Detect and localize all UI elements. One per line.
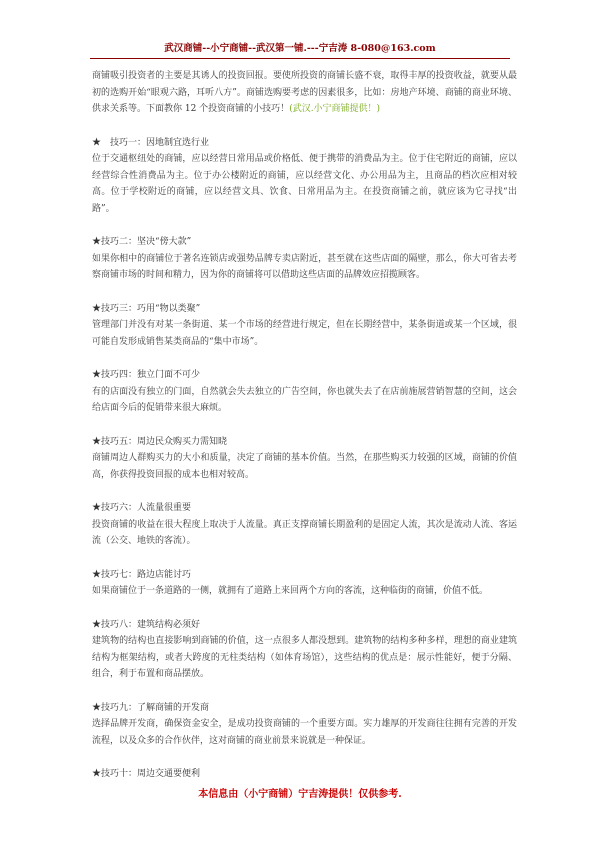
tip-body: 选择品牌开发商，确保资金安全，是成功投资商铺的一个重要方面。实力雄厚的开发商往往拥有完善的开发流程，以及众多的合作伙伴，这对商铺的商业前景来说就是一种保证。 xyxy=(92,719,517,746)
page-header: 武汉商铺--小宁商铺--武汉第一铺.---宁吉涛 8-080@163.com xyxy=(90,40,510,59)
tip-6 xyxy=(92,500,517,550)
tip-title: ★技巧八：建筑结构必须好 xyxy=(92,619,201,630)
tip-body: 位于交通枢纽处的商铺，应以经营日常用品或价格低、便于携带的消费品为主。位于住宅附近的商铺，应以经营综合性消费品为主。位于办公楼附近的商铺，应以经营文化、办公用品为主，且商品的档次应相对较高。位于学校附近的商铺，应以经营文具、饮食、日常用品为主。在投资商铺之前，就应该为它寻找“出路”。 xyxy=(92,154,517,214)
tip-body: 投资商铺的收益在很大程度上取决于人流量。真正支撑商铺长期盈利的是固定人流，其次是流动人流、客运流（公交、地铁的客流）。 xyxy=(92,519,517,546)
tip-3 xyxy=(92,301,517,351)
tip-body: 有的店面没有独立的门面，自然就会失去独立的广告空间，你也就失去了在店前施展营销智慧的空间，这会给店面今后的促销带来很大麻烦。 xyxy=(92,386,517,413)
tip-8 xyxy=(92,617,517,683)
tip-7 xyxy=(92,567,517,600)
tip-1 xyxy=(92,135,517,218)
intro-text: 商铺吸引投资者的主要是其诱人的投资回报。要使所投资的商铺长盛不衰，取得丰厚的投资收益，就要从最初的选购开始“眼观六路，耳听八方”。商铺选购要考虑的因素很多，比如：房地产环境、商铺的商业环境、供求关系等。下面教你 12 个投资商铺的小技巧！ xyxy=(92,71,517,114)
tip-9 xyxy=(92,700,517,750)
tip-10 xyxy=(92,766,517,783)
tip-title: ★技巧四：独立门面不可少 xyxy=(92,370,201,380)
intro-source-note: (武汉.小宁商铺提供！) xyxy=(289,104,381,114)
tip-title: ★ 技巧一：因地制宜选行业 xyxy=(92,137,210,148)
tip-title: ★技巧二：坚决“傍大款” xyxy=(92,237,192,247)
intro-paragraph xyxy=(92,68,517,118)
tip-title: ★技巧三：巧用“物以类聚” xyxy=(92,303,201,314)
document-body xyxy=(92,68,517,800)
tip-body: 建筑物的结构也直接影响到商铺的价值，这一点很多人都没想到。建筑物的结构多种多样，理想的商业建筑结构为框架结构，或者大跨度的无柱类结构（如体育场馆），这些结构的优点是：展示性能好，便于分隔、组合，利于布置和商品摆放。 xyxy=(92,636,517,679)
tip-body: 管理部门并没有对某一条街道、某一个市场的经营进行规定，但在长期经营中，某条街道或某一个区域，很可能自发形成销售某类商品的“集中市场”。 xyxy=(92,320,517,347)
tip-body: 商铺周边人群购买力的大小和质量，决定了商铺的基本价值。当然，在那些购买力较强的区域，商铺的价值高，你获得投资回报的成本也相对较高。 xyxy=(92,453,517,480)
tip-title: ★技巧十：周边交通要便利 xyxy=(92,769,201,779)
tip-4 xyxy=(92,367,517,417)
tip-title: ★技巧六：人流量很重要 xyxy=(92,503,192,513)
tip-body: 如果你相中的商铺位于著名连锁店或强势品牌专卖店附近，甚至就在这些店面的隔壁，那么，你大可省去考察商铺市场的时间和精力，因为你的商铺将可以借助这些店面的品牌效应招揽顾客。 xyxy=(92,253,517,280)
tip-2 xyxy=(92,234,517,284)
tip-title: ★技巧七：路边店能讨巧 xyxy=(92,569,192,580)
tip-title: ★技巧五：周边民众购买力需知晓 xyxy=(92,436,228,447)
tip-body: 如果商铺位于一条道路的一侧，就拥有了道路上来回两个方向的客流，这种临街的商铺，价值不低。 xyxy=(92,586,489,596)
tip-5 xyxy=(92,434,517,484)
page-footer: 本信息由（小宁商铺）宁吉涛提供！仅供参考. xyxy=(198,789,402,800)
tip-title: ★技巧九：了解商铺的开发商 xyxy=(92,702,210,713)
